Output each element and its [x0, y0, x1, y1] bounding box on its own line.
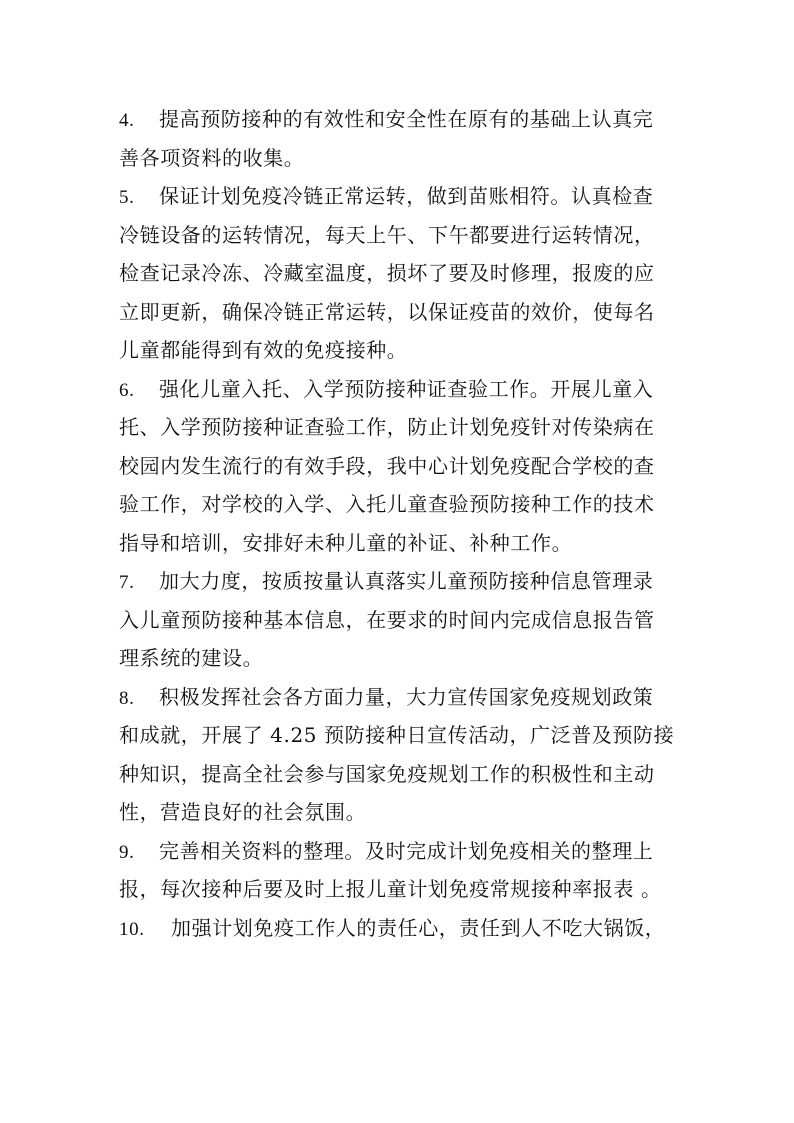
- item-number: 8.: [119, 687, 135, 709]
- item-number: 9.: [119, 841, 135, 863]
- text-line: [119, 139, 679, 178]
- list-item-4: [119, 100, 679, 177]
- text-line: [119, 832, 679, 871]
- list-item-10: [119, 909, 679, 948]
- text-line: [119, 524, 679, 563]
- text-line: [119, 254, 679, 293]
- item-number: 4.: [119, 110, 135, 131]
- text-line: [119, 755, 679, 794]
- item-number: 5.: [119, 187, 135, 208]
- item-text: 指导和培训，安排好未种儿童的补证、补种工作。: [119, 530, 573, 555]
- list-item-5: [119, 177, 679, 370]
- item-text: 检查记录冷冻、冷藏室温度，损坏了要及时修理，报废的应: [119, 261, 655, 285]
- text-line: [119, 639, 679, 678]
- item-text: 善各项资料的收集。: [119, 145, 305, 170]
- item-text: 理系统的建设。: [119, 646, 264, 670]
- document-body: [119, 100, 679, 947]
- item-text: 完善相关资料的整理。及时完成计划免疫相关的整理上: [159, 838, 654, 863]
- item-number: 10.: [119, 918, 145, 940]
- item-text: 加大力度，按质按量认真落实儿童预防接种信息管理录: [159, 569, 654, 593]
- item-text: 校园内发生流行的有效手段，我中心计划免疫配合学校的查: [119, 453, 655, 478]
- list-item-8: [119, 678, 679, 832]
- item-text: 保证计划免疫冷链正常运转，做到苗账相符。认真检查: [159, 184, 654, 208]
- list-item-7: [119, 562, 679, 678]
- text-line: [119, 793, 679, 832]
- text-line: [119, 562, 679, 601]
- text-line: [119, 909, 679, 948]
- item-text: 和成就，开展了 4.25 预防接种日宣传活动，广泛普及预防接: [119, 723, 675, 747]
- list-item-6: [119, 370, 679, 563]
- item-text: 立即更新，确保冷链正常运转，以保证疫苗的效价，使每名: [119, 299, 655, 324]
- text-line: [119, 293, 679, 332]
- item-number: 7.: [119, 572, 135, 593]
- item-number: 6.: [119, 379, 135, 401]
- text-line: [119, 177, 679, 216]
- item-text: 强化儿童入托、入学预防接种证查验工作。开展儿童入: [159, 376, 654, 401]
- text-line: [119, 408, 679, 447]
- text-line: [119, 716, 679, 755]
- item-text: 种知识，提高全社会参与国家免疫规划工作的积极性和主动: [119, 761, 655, 786]
- item-text: 冷链设备的运转情况，每天上午、下午都要进行运转情况，: [119, 222, 655, 247]
- item-text: 托、入学预防接种证查验工作，防止计划免疫针对传染病在: [119, 415, 655, 439]
- text-line: [119, 447, 679, 486]
- item-text: 加强计划免疫工作人的责任心，责任到人不吃大锅饭，: [171, 915, 666, 940]
- text-line: [119, 678, 679, 717]
- text-line: [119, 370, 679, 409]
- item-text: 积极发挥社会各方面力量，大力宣传国家免疫规划政策: [159, 684, 654, 709]
- list-item-9: [119, 832, 679, 909]
- item-text: 提高预防接种的有效性和安全性在原有的基础上认真完: [159, 107, 654, 131]
- item-text: 性，营造良好的社会氛围。: [119, 800, 367, 824]
- text-line: [119, 331, 679, 370]
- item-text: 儿童都能得到有效的免疫接种。: [119, 338, 408, 362]
- text-line: [119, 485, 679, 524]
- item-text: 报，每次接种后要及时上报儿童计划免疫常规接种率报表 。: [119, 877, 662, 901]
- item-text: 验工作，对学校的入学、入托儿童查验预防接种工作的技术: [119, 492, 655, 516]
- text-line: [119, 216, 679, 255]
- text-line: [119, 601, 679, 640]
- text-line: [119, 100, 679, 139]
- text-line: [119, 870, 679, 909]
- item-text: 入儿童预防接种基本信息，在要求的时间内完成信息报告管: [119, 607, 655, 632]
